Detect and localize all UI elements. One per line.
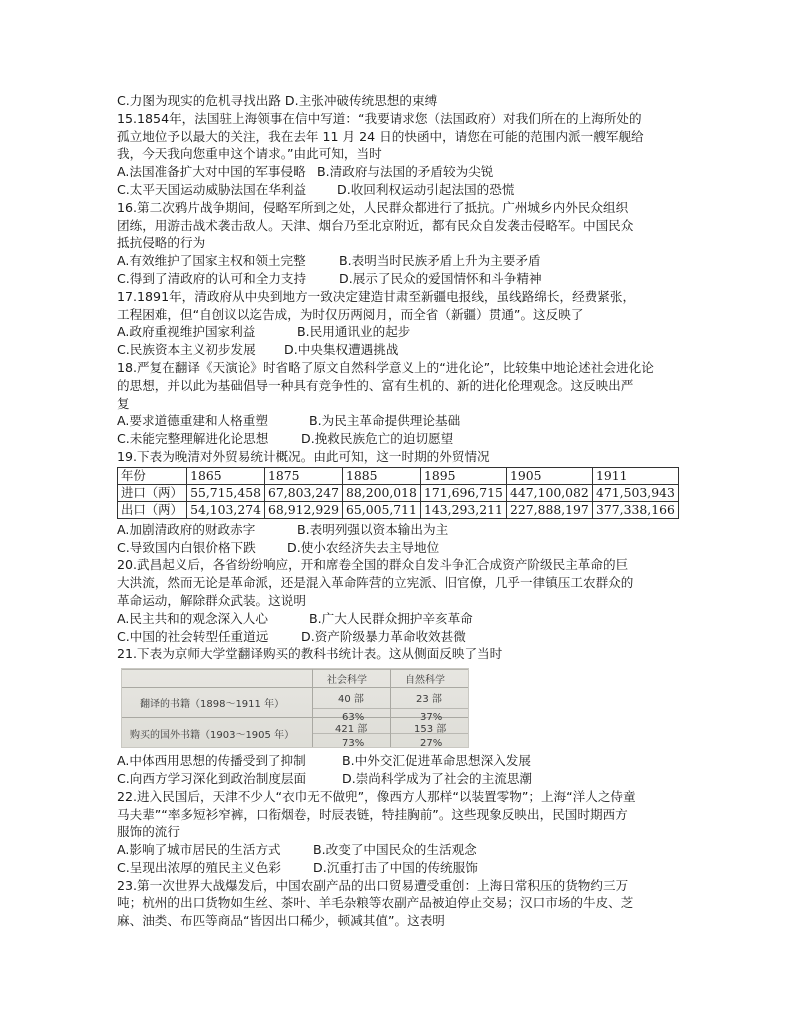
table-cell: 出口（两） (118, 501, 187, 518)
q18-option-a: A.要求道德重建和人格重塑 (117, 413, 268, 429)
col-header-natural-science: 自然科学 (405, 675, 445, 687)
table-cell: 88,200,018 (342, 484, 420, 501)
table-cell: 471,503,943 (593, 484, 679, 501)
table-cell: 55,715,458 (187, 484, 265, 501)
q20-stem-line2: 大洪流，然而无论是革命派，还是混入革命阵营的立宪派、旧官僚，几乎一律镇压工农群众的 (117, 575, 634, 591)
q20-options-cd (117, 628, 679, 646)
q15-stem-line2: 孤立地位予以最大的关注，我在去年 11 月 24 日的快函中，请您在可能的范围内派一艘军舰给 (117, 128, 644, 144)
table-rule (390, 669, 391, 747)
table-cell: 447,100,082 (506, 484, 592, 501)
q16-stem-line3: 抵抗侵略的行为 (117, 235, 206, 251)
table-cell: 54,103,274 (187, 501, 265, 518)
q21-option-c: C.向西方学习深化到政治制度层面 (117, 770, 307, 786)
q23-stem-line2: 吨；杭州的出口货物如生丝、茶叶、羊毛杂粮等农副产品被迫停止交易；汉口市场的牛皮、芝 (117, 895, 634, 911)
q15-stem-line1: 15.1854年，法国驻上海领事在信中写道：“我要请求您（法国政府）对我们所在的上海所处的 (117, 110, 642, 126)
table-cell: 23 部 (416, 694, 442, 706)
table-cell: 153 部 (414, 724, 447, 736)
q16-option-a: A.有效维护了国家主权和领土完整 (117, 253, 306, 269)
table-cell: 68,912,929 (265, 501, 343, 518)
q21-option-b: B.中外交汇促进革命思想深入发展 (342, 753, 531, 769)
q22-option-d: D.沉重打击了中国的传统服饰 (313, 859, 478, 875)
q15-option-a: A.法国准备扩大对中国的军事侵略 (117, 164, 306, 180)
q15-stem-line3: 我，今天我向您重申这个请求。”由此可知，当时 (117, 146, 382, 162)
table-cell: 37% (420, 712, 443, 724)
table-cell: 年份 (118, 467, 187, 484)
textbook-statistics-table-photo (121, 668, 469, 748)
table-row (118, 501, 679, 518)
q22-stem-line1: 22.进入民国后，天津不少人“衣巾无不做兜”，像西方人那样“以装置零物”；上海“洋人之侍童 (117, 788, 636, 804)
q17-option-c: C.民族资本主义初步发展 (117, 342, 256, 358)
table-cell: 40 部 (338, 694, 364, 706)
q17-option-b: B.民用通讯业的起步 (297, 324, 411, 340)
table-cell: 73% (342, 738, 365, 750)
q15-option-c: C.太平天国运动威胁法国在华利益 (117, 181, 307, 197)
row-label-translated: 翻译的书籍（1898～1911 年） (140, 699, 285, 711)
q20-stem-line3: 革命运动，解除群众武装。这说明 (117, 592, 306, 608)
q21-options-ab (117, 752, 679, 770)
q17-option-d: D.中央集权遭遇挑战 (284, 342, 399, 358)
q19-option-a: A.加剧清政府的财政赤字 (117, 521, 256, 537)
q22-stem-line3: 服饰的流行 (117, 824, 180, 840)
q20-option-c: C.中国的社会转型任重道远 (117, 628, 269, 644)
q21-stem-line1: 21.下表为京师大学堂翻译购买的教科书统计表。这从侧面反映了当时 (117, 646, 503, 662)
q19-options-ab (117, 521, 679, 539)
q18-options-ab (117, 412, 679, 430)
q14-options-cd: C.力图为现实的危机寻找出路 D.主张冲破传统思想的束缚 (117, 93, 438, 108)
q16-stem-line1: 16.第二次鸦片战争期间，侵略军所到之处，人民群众都进行了抵抗。广州城乡内外民众组织 (117, 199, 629, 215)
table-cell: 143,293,211 (421, 501, 507, 518)
q19-option-d: D.使小农经济失去主导地位 (287, 539, 440, 555)
q16-options-ab (117, 252, 679, 270)
q15-options-cd (117, 181, 679, 199)
q18-stem-line2: 的思想，并以此为基础倡导一种具有竞争性的、富有生机的、新的进化伦理观念。这反映出严 (117, 377, 634, 393)
q23-stem-line3: 麻、油类、布匹等商品“皆因出口稀少，顿减其值”。这表明 (117, 913, 445, 929)
q17-option-a: A.政府重视维护国家利益 (117, 324, 256, 340)
table-cell: 1911 (593, 467, 679, 484)
q21-options-cd (117, 770, 679, 788)
table-cell: 1905 (506, 467, 592, 484)
col-header-social-science: 社会科学 (327, 675, 367, 687)
q18-option-b: B.为民主革命提供理论基础 (309, 413, 461, 429)
q20-option-a: A.民主共和的观念深入人心 (117, 610, 268, 626)
q22-option-c: C.呈现出浓厚的殖民主义色彩 (117, 859, 281, 875)
q15-option-b: B.清政府与法国的矛盾较为尖锐 (317, 164, 494, 180)
q19-options-cd (117, 539, 679, 557)
table-cell: 1885 (342, 467, 420, 484)
q23-stem-line1: 23.第一次世界大战爆发后，中国农副产品的出口贸易遭受重创：上海日常积压的货物约三万 (117, 877, 629, 893)
table-cell: 进口（两） (118, 484, 187, 501)
q16-option-d: D.展示了民众的爱国情怀和斗争精神 (339, 270, 542, 286)
table-row (118, 484, 679, 501)
q15-options-ab (117, 163, 679, 181)
table-cell: 27% (420, 738, 443, 750)
q17-stem-line1: 17.1891年，清政府从中央到地方一致决定建造甘肃至新疆电报线，虽线路绵长，经费紧张， (117, 288, 636, 304)
q22-options-ab (117, 841, 679, 859)
row-label-purchased: 购买的国外书籍（1903～1905 年） (130, 730, 295, 742)
q18-stem-line3: 复 (117, 395, 130, 411)
q22-option-a: A.影响了城市居民的生活方式 (117, 842, 281, 858)
q18-option-d: D.挽救民族危亡的迫切愿望 (301, 431, 454, 447)
table-rule (122, 717, 468, 718)
q19-stem-line1: 19.下表为晚清对外贸易统计概况。由此可知，这一时期的外贸情况 (117, 448, 490, 464)
q22-stem-line2: 马夫辈”“率多短衫窄裤，口衔烟卷，时辰表链，特挂胸前”。这些现象反映出，民国时期西方 (117, 806, 628, 822)
q19-option-c: C.导致国内白银价格下跌 (117, 539, 256, 555)
q19-option-b: B.表明列强以资本输出为主 (297, 521, 449, 537)
q21-option-a: A.中体西用思想的传播受到了抑制 (117, 753, 306, 769)
q20-stem-line1: 20.武昌起义后，各省纷纷响应，开和席卷全国的群众自发斗争汇合成资产阶级民主革命的巨 (117, 557, 629, 573)
q17-options-ab (117, 323, 679, 341)
q16-option-c: C.得到了清政府的认可和全力支持 (117, 270, 307, 286)
table-rule (122, 669, 468, 670)
q17-stem-line2: 工程困难，但“自创议以迄告成，为时仅历两阅月，而全省（新疆）贯通”。这反映了 (117, 306, 584, 322)
table-cell: 377,338,166 (593, 501, 679, 518)
q15-option-d: D.收回利权运动引起法国的恐慌 (337, 181, 515, 197)
q21-option-d: D.崇尚科学成为了社会的主流思潮 (342, 770, 533, 786)
q22-options-cd (117, 859, 679, 877)
q18-options-cd (117, 430, 679, 448)
q18-stem-line1: 18.严复在翻译《天演论》时省略了原文自然科学意义上的“进化论”，比较集中地论述社会进化论 (117, 359, 654, 375)
q20-option-d: D.资产阶级暴力革命收效甚微 (301, 628, 466, 644)
table-cell: 227,888,197 (506, 501, 592, 518)
table-cell: 63% (342, 712, 365, 724)
q18-option-c: C.未能完整理解进化论思想 (117, 431, 269, 447)
q16-stem-line2: 团练，用游击战术袭击敌人。天津、烟台乃至北京附近，都有民众自发袭击侵略军。中国民众 (117, 217, 634, 233)
q22-option-b: B.改变了中国民众的生活观念 (313, 842, 477, 858)
table-cell: 421 部 (335, 724, 368, 736)
q16-options-cd (117, 270, 679, 288)
table-cell: 1895 (421, 467, 507, 484)
trade-statistics-table (117, 467, 679, 519)
q20-options-ab (117, 610, 679, 628)
q17-options-cd (117, 341, 679, 359)
exam-page (117, 92, 679, 930)
table-cell: 171,696,715 (421, 484, 507, 501)
table-cell: 1875 (265, 467, 343, 484)
q16-option-b: B.表明当时民族矛盾上升为主要矛盾 (339, 253, 541, 269)
table-cell: 65,005,711 (342, 501, 420, 518)
table-header-row (118, 467, 679, 484)
table-rule (312, 669, 313, 747)
q20-option-b: B.广大人民群众拥护辛亥革命 (309, 610, 473, 626)
table-cell: 1865 (187, 467, 265, 484)
table-cell: 67,803,247 (265, 484, 343, 501)
